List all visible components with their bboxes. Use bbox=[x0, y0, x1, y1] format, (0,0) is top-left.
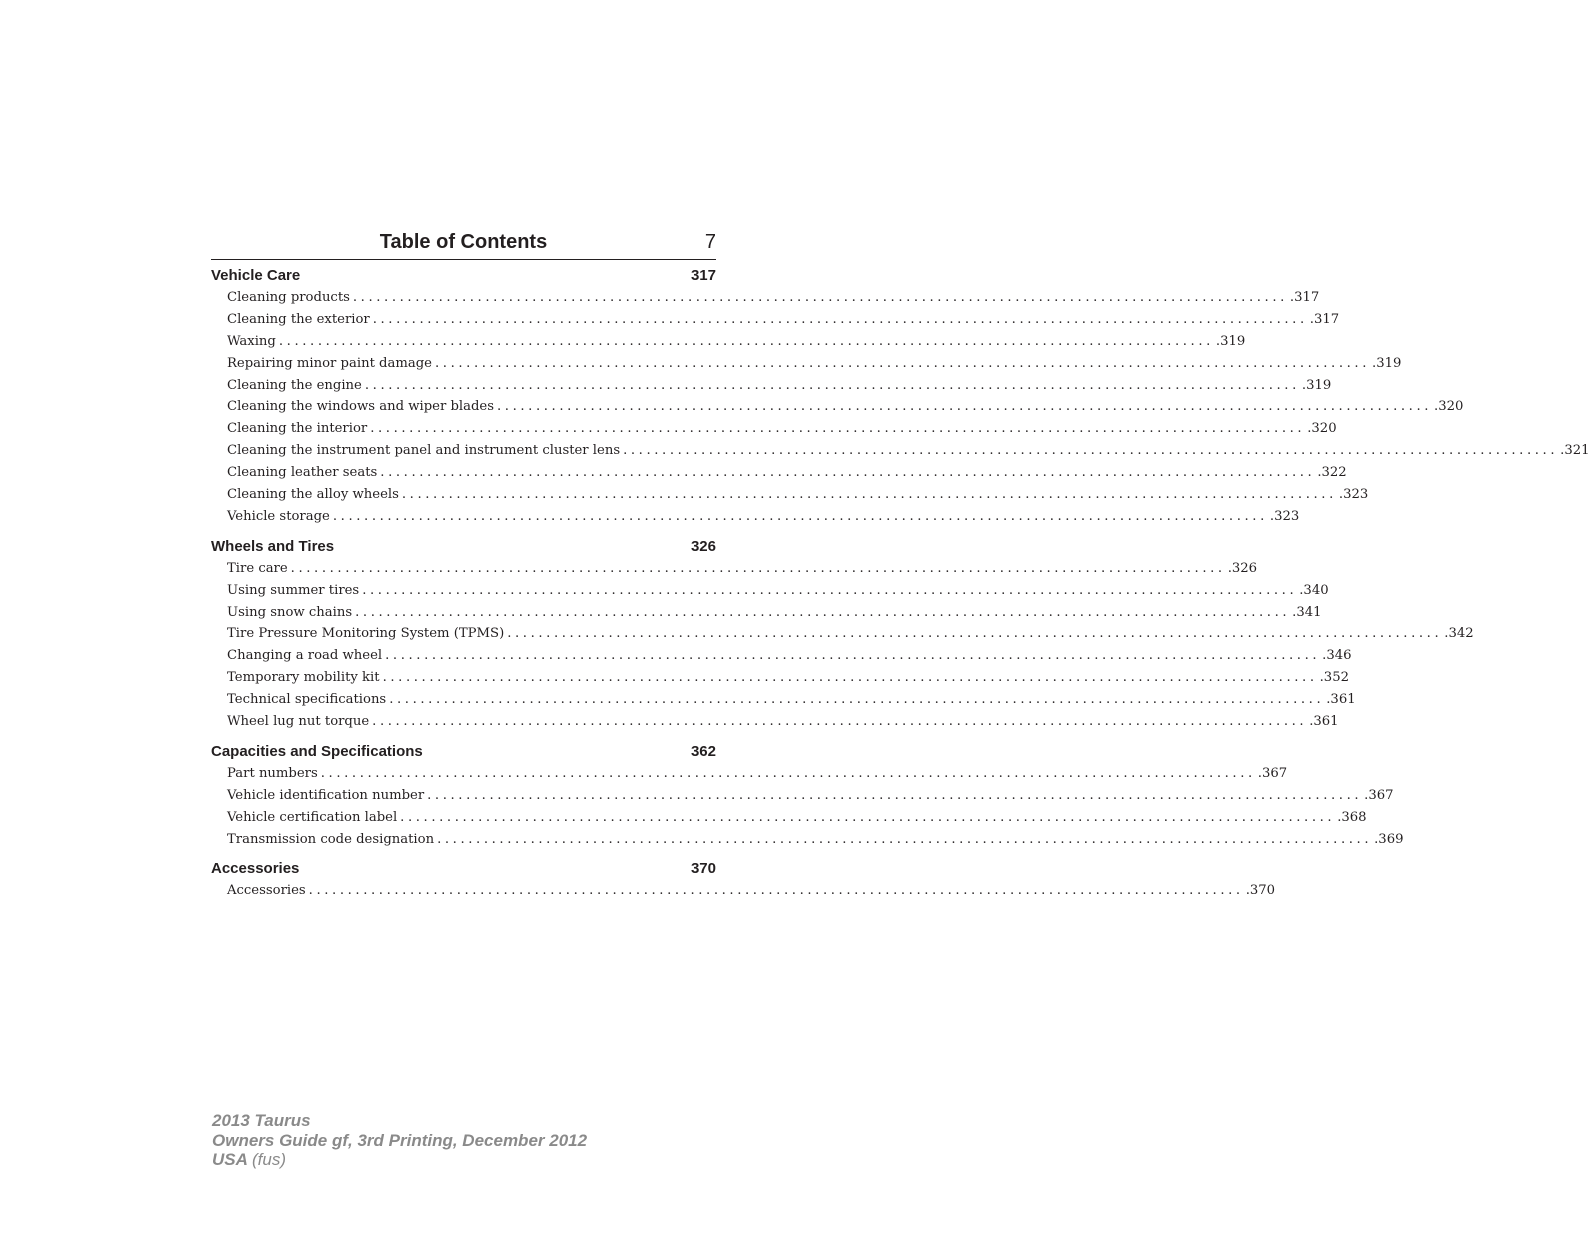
entry-page: .322 bbox=[1317, 465, 1347, 481]
toc-section bbox=[211, 264, 1590, 528]
section-heading[interactable] bbox=[211, 740, 716, 763]
entry-page: .342 bbox=[1444, 626, 1474, 642]
toc-entry[interactable] bbox=[211, 711, 1339, 733]
toc-entry[interactable] bbox=[211, 880, 1276, 902]
entry-label: Cleaning the interior bbox=[227, 421, 368, 437]
entry-label: Technical specifications bbox=[227, 692, 387, 708]
section-page: 362 bbox=[690, 742, 716, 760]
page-number: 7 bbox=[704, 231, 716, 253]
entry-label: Vehicle certification label bbox=[227, 809, 398, 825]
entry-page: .326 bbox=[1227, 560, 1258, 576]
entry-label: Cleaning products bbox=[227, 290, 350, 305]
entry-page: .361 bbox=[1326, 692, 1356, 708]
dot-leader: ........................................................................................................................ bbox=[380, 465, 1316, 481]
entry-page: .370 bbox=[1245, 883, 1276, 899]
toc-entry[interactable] bbox=[211, 484, 1369, 506]
entry-label: Transmission code designation bbox=[227, 831, 435, 847]
entry-page: .317 bbox=[1309, 311, 1340, 327]
toc-entry[interactable] bbox=[211, 558, 1258, 580]
entry-page: .367 bbox=[1364, 787, 1394, 803]
entry-page: .323 bbox=[1338, 487, 1369, 503]
section-title: Vehicle Care bbox=[211, 267, 301, 284]
section-heading[interactable] bbox=[211, 535, 716, 558]
section-page: 326 bbox=[690, 537, 716, 555]
dot-leader: ........................................................................................................................ bbox=[372, 714, 1308, 730]
entry-page: .321 bbox=[1560, 443, 1590, 459]
entry-page: .369 bbox=[1374, 831, 1404, 847]
entry-page: .368 bbox=[1337, 809, 1367, 825]
dot-leader: ........................................................................................................................ bbox=[352, 290, 1288, 305]
entry-label: Tire care bbox=[227, 560, 288, 576]
section-page: 317 bbox=[690, 267, 716, 284]
entry-page: .319 bbox=[1215, 333, 1246, 349]
toc-entry[interactable] bbox=[211, 309, 1340, 331]
section-title: Accessories bbox=[211, 860, 300, 878]
toc-entry[interactable] bbox=[211, 689, 1356, 711]
toc-entry[interactable] bbox=[211, 462, 1347, 484]
dot-leader: ........................................................................................................................ bbox=[308, 883, 1244, 899]
toc-entry[interactable] bbox=[211, 785, 1394, 807]
dot-leader: ........................................................................................................................ bbox=[278, 333, 1214, 349]
footer-edition: Owners Guide gf, 3rd Printing, December 2012 bbox=[212, 1130, 588, 1150]
entry-label: Cleaning the exterior bbox=[227, 311, 370, 327]
entry-label: Cleaning the instrument panel and instrument cluster lens bbox=[227, 443, 621, 459]
dot-leader: ........................................................................................................................ bbox=[401, 487, 1337, 503]
footer-market-code: (fus) bbox=[252, 1150, 286, 1169]
toc-entry[interactable] bbox=[211, 353, 1402, 375]
entry-page: .341 bbox=[1292, 604, 1322, 620]
entry-label: Wheel lug nut torque bbox=[227, 714, 370, 730]
toc-entry[interactable] bbox=[211, 440, 1590, 462]
toc-entry[interactable] bbox=[211, 396, 1464, 418]
section-heading[interactable] bbox=[211, 264, 716, 287]
dot-leader: ........................................................................................................................ bbox=[382, 670, 1318, 686]
toc-entry[interactable] bbox=[211, 375, 1332, 397]
dot-leader: ........................................................................................................................ bbox=[332, 508, 1268, 524]
dot-leader: ........................................................................................................................ bbox=[362, 582, 1298, 598]
entry-page: .319 bbox=[1301, 377, 1332, 393]
entry-page: .323 bbox=[1269, 508, 1300, 524]
entry-page: .320 bbox=[1307, 421, 1337, 437]
footer-model: 2013 Taurus bbox=[212, 1111, 311, 1130]
toc-entry[interactable] bbox=[211, 331, 1246, 353]
entry-label: Vehicle storage bbox=[227, 508, 330, 524]
entry-label: Part numbers bbox=[227, 765, 318, 781]
entry-label: Using summer tires bbox=[227, 582, 360, 598]
toc-section bbox=[211, 740, 1404, 851]
entry-label: Cleaning the windows and wiper blades bbox=[227, 399, 495, 415]
entry-page: .319 bbox=[1372, 355, 1402, 371]
section-title: Capacities and Specifications bbox=[211, 742, 423, 760]
toc-entry[interactable] bbox=[211, 418, 1337, 440]
entry-label: Tire Pressure Monitoring System (TPMS) bbox=[227, 626, 505, 642]
toc-section bbox=[211, 857, 1276, 902]
dot-leader: ........................................................................................................................ bbox=[400, 809, 1336, 825]
entry-page: .317 bbox=[1289, 290, 1320, 305]
toc-section bbox=[211, 535, 1474, 733]
dot-leader: ........................................................................................................................ bbox=[507, 626, 1443, 642]
section-title: Wheels and Tires bbox=[211, 537, 335, 555]
dot-leader: ........................................................................................................................ bbox=[385, 648, 1321, 664]
section-page: 370 bbox=[690, 860, 716, 878]
toc-entry[interactable] bbox=[211, 807, 1367, 829]
dot-leader: ........................................................................................................................ bbox=[497, 399, 1433, 415]
toc-entry[interactable] bbox=[211, 287, 1320, 309]
dot-leader: ........................................................................................................................ bbox=[437, 831, 1373, 847]
entry-label: Cleaning the alloy wheels bbox=[227, 487, 399, 503]
dot-leader: ........................................................................................................................ bbox=[290, 560, 1226, 576]
toc-entry[interactable] bbox=[211, 602, 1322, 624]
entry-label: Cleaning the engine bbox=[227, 377, 362, 393]
entry-label: Changing a road wheel bbox=[227, 648, 383, 664]
entry-page: .320 bbox=[1434, 399, 1464, 415]
dot-leader: ........................................................................................................................ bbox=[355, 604, 1291, 620]
dot-leader: ........................................................................................................................ bbox=[434, 355, 1371, 371]
toc-entry[interactable] bbox=[211, 645, 1352, 667]
page-footer bbox=[212, 1111, 587, 1170]
toc-entry[interactable] bbox=[211, 829, 1404, 851]
page-title: Table of Contents bbox=[379, 231, 548, 253]
toc-entry[interactable] bbox=[211, 763, 1288, 785]
toc-entry[interactable] bbox=[211, 580, 1329, 602]
page-header bbox=[211, 229, 716, 260]
toc-entry[interactable] bbox=[211, 623, 1474, 645]
entry-label: Accessories bbox=[227, 883, 306, 899]
entry-page: .346 bbox=[1322, 648, 1352, 664]
entry-page: .361 bbox=[1309, 714, 1339, 730]
entry-label: Vehicle identification number bbox=[227, 787, 425, 803]
entry-label: Temporary mobility kit bbox=[227, 670, 380, 686]
toc-entry[interactable] bbox=[211, 506, 1300, 528]
entry-label: Cleaning leather seats bbox=[227, 465, 378, 481]
footer-market bbox=[212, 1150, 587, 1170]
entry-page: .367 bbox=[1257, 765, 1288, 781]
toc-entry[interactable] bbox=[211, 667, 1349, 689]
dot-leader: ........................................................................................................................ bbox=[370, 421, 1306, 437]
section-heading[interactable] bbox=[211, 857, 716, 880]
entry-page: .340 bbox=[1299, 582, 1329, 598]
dot-leader: ........................................................................................................................ bbox=[427, 787, 1363, 803]
entry-label: Repairing minor paint damage bbox=[227, 355, 432, 371]
dot-leader: ........................................................................................................................ bbox=[372, 311, 1308, 327]
dot-leader: ........................................................................................................................ bbox=[320, 765, 1256, 781]
dot-leader: ........................................................................................................................ bbox=[364, 377, 1300, 393]
entry-label: Waxing bbox=[227, 333, 276, 349]
table-of-contents bbox=[211, 264, 1590, 909]
entry-label: Using snow chains bbox=[227, 604, 353, 620]
dot-leader: ........................................................................................................................ bbox=[389, 692, 1325, 708]
dot-leader: ........................................................................................................................ bbox=[623, 443, 1559, 459]
entry-page: .352 bbox=[1319, 670, 1349, 686]
footer-market-name: USA bbox=[212, 1150, 248, 1169]
